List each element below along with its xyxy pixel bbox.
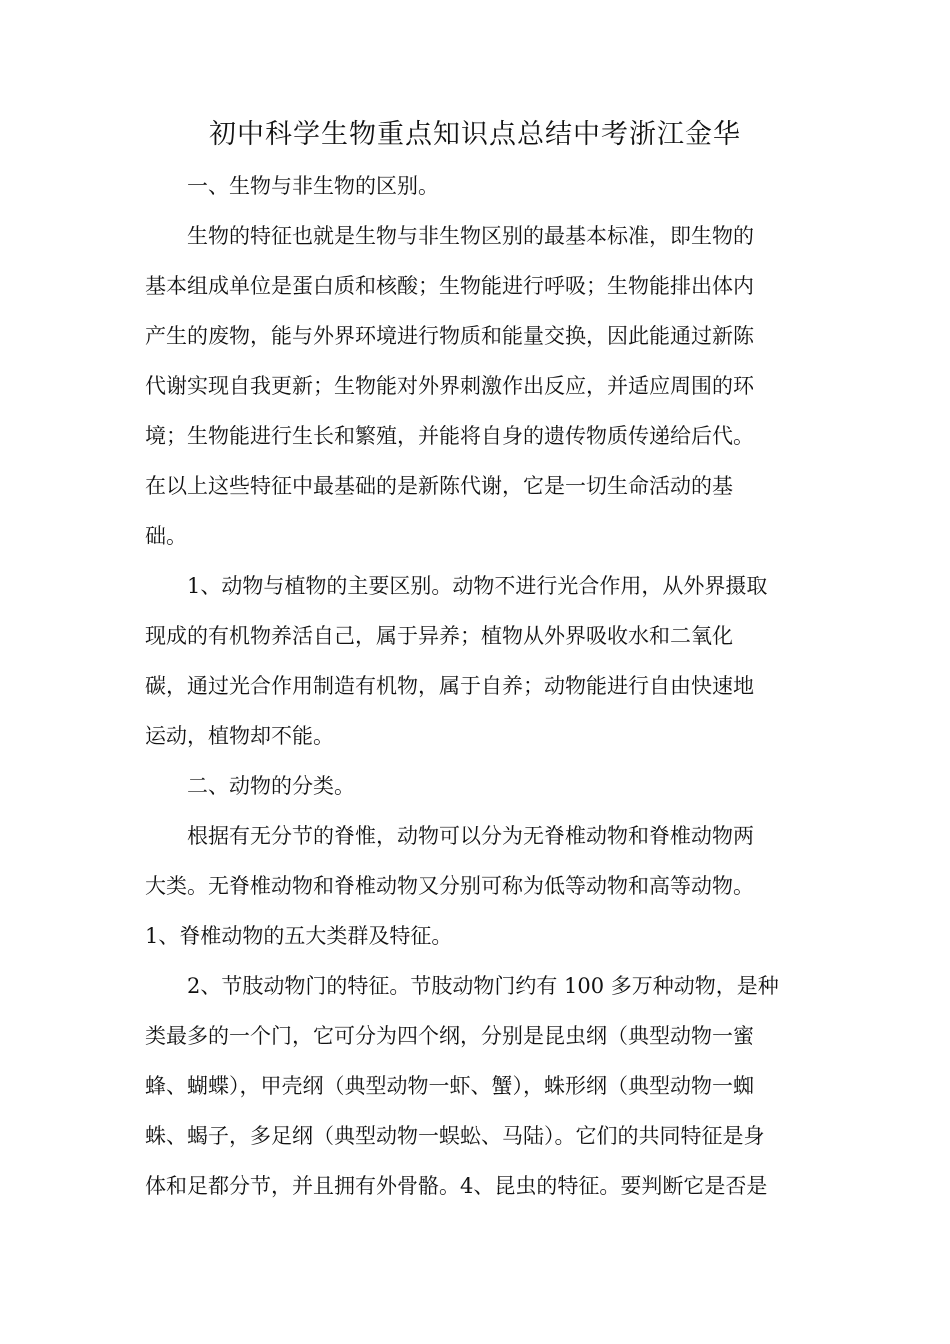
section-heading-2: 二、动物的分类。 [187,774,355,798]
paragraph-line: 代谢实现自我更新；生物能对外界刺激作出反应，并适应周围的环 [145,374,754,398]
section-heading-1: 一、生物与非生物的区别。 [187,174,439,198]
paragraph-line: 境；生物能进行生长和繁殖，并能将自身的遗传物质传递给后代。 [145,424,754,448]
paragraph-line: 运动，植物却不能。 [145,724,334,748]
paragraph-line: 1、动物与植物的主要区别。动物不进行光合作用，从外界摄取 [187,574,768,598]
paragraph-line: 2、节肢动物门的特征。节肢动物门约有 100 多万种动物，是种 [187,974,779,998]
document-title: 初中科学生物重点知识点总结中考浙江金华 [209,119,741,150]
paragraph-line: 现成的有机物养活自己，属于异养；植物从外界吸收水和二氧化 [145,624,733,648]
paragraph-line: 基本组成单位是蛋白质和核酸；生物能进行呼吸；生物能排出体内 [145,274,754,298]
paragraph-line: 生物的特征也就是生物与非生物区别的最基本标准，即生物的 [187,224,754,248]
paragraph-line: 体和足都分节，并且拥有外骨骼。4、昆虫的特征。要判断它是否是 [145,1174,768,1198]
paragraph-line: 1、脊椎动物的五大类群及特征。 [145,924,453,948]
paragraph-line: 蜂、蝴蝶），甲壳纲（典型动物一虾、蟹），蛛形纲（典型动物一蜘 [145,1074,754,1098]
paragraph-line: 类最多的一个门，它可分为四个纲，分别是昆虫纲（典型动物一蜜 [145,1024,754,1048]
paragraph-line: 根据有无分节的脊惟，动物可以分为无脊椎动物和脊椎动物两 [187,824,754,848]
paragraph-line: 产生的废物，能与外界环境进行物质和能量交换，因此能通过新陈 [145,324,754,348]
paragraph-line: 础。 [145,524,187,548]
paragraph-line: 在以上这些特征中最基础的是新陈代谢，它是一切生命活动的基 [145,474,733,498]
paragraph-line: 蛛、蝎子，多足纲（典型动物一蜈蚣、马陆）。它们的共同特征是身 [145,1124,765,1148]
paragraph-line: 碳，通过光合作用制造有机物，属于自养；动物能进行自由快速地 [145,674,754,698]
paragraph-line: 大类。无脊椎动物和脊椎动物又分别可称为低等动物和高等动物。 [145,874,754,898]
